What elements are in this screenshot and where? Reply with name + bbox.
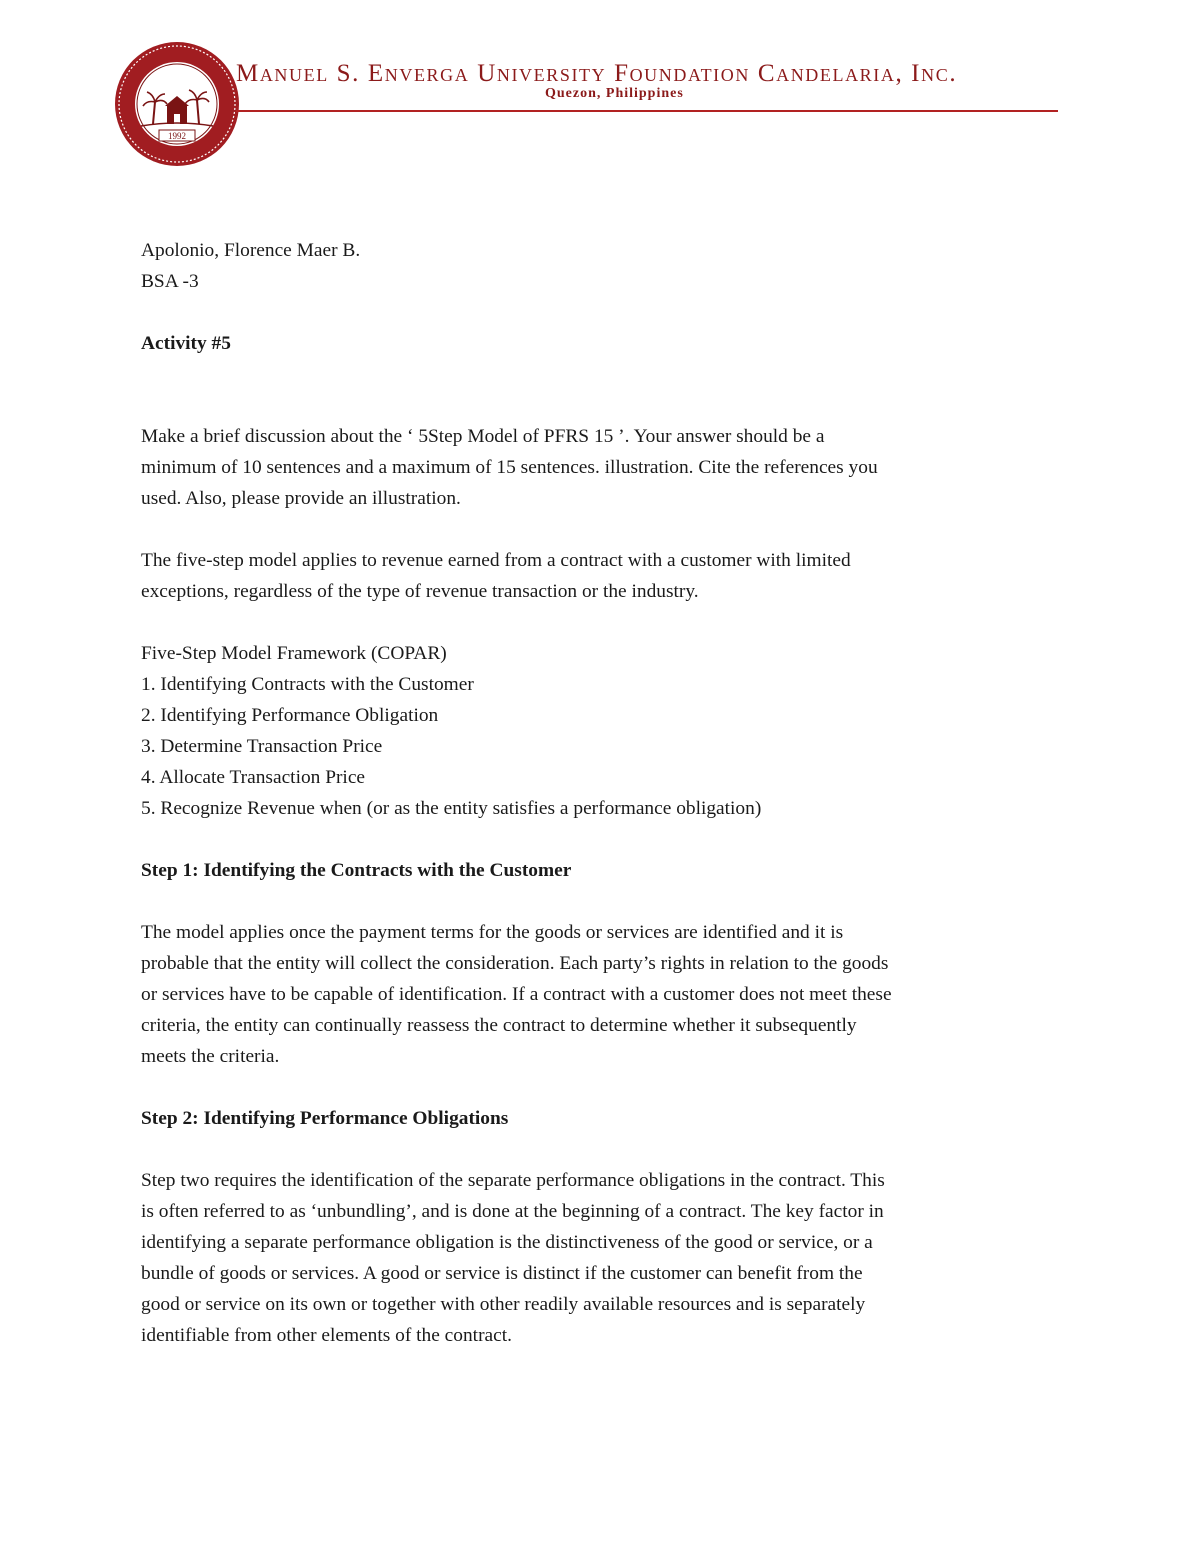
university-seal-logo — [113, 40, 241, 168]
step2-line: identifying a separate performance obligation is the distinctiveness of the good or service, or a — [141, 1232, 873, 1253]
letterhead-divider — [236, 110, 1058, 112]
student-section: BSA -3 — [141, 271, 199, 292]
seal-year: 1992 — [168, 131, 186, 141]
prompt-line: used. Also, please provide an illustration. — [141, 488, 461, 509]
prompt-line: minimum of 10 sentences and a maximum of 15 sentences. illustration. Cite the references you — [141, 457, 878, 478]
step2-line: bundle of goods or services. A good or service is distinct if the customer can benefit from the — [141, 1263, 863, 1284]
step1-line: meets the criteria. — [141, 1046, 280, 1067]
activity-title: Activity #5 — [141, 333, 231, 354]
step2-heading: Step 2: Identifying Performance Obligations — [141, 1108, 509, 1129]
step1-line: probable that the entity will collect the consideration. Each party’s rights in relation to the goods — [141, 953, 889, 974]
intro-line: exceptions, regardless of the type of revenue transaction or the industry. — [141, 581, 699, 602]
step1-line: or services have to be capable of identification. If a contract with a customer does not meet these — [141, 984, 892, 1005]
intro-line: The five-step model applies to revenue earned from a contract with a customer with limited — [141, 550, 851, 571]
step1-heading: Step 1: Identifying the Contracts with the Customer — [141, 860, 572, 881]
step1-line: The model applies once the payment terms for the goods or services are identified and it is — [141, 922, 844, 943]
document-body — [141, 235, 1071, 1351]
university-location: Quezon, Philippines — [545, 86, 684, 101]
step2-line: good or service on its own or together with other readily available resources and is separately — [141, 1294, 866, 1315]
step2-line: identifiable from other elements of the contract. — [141, 1325, 512, 1346]
university-name: Manuel S. Enverga University Foundation Candelaria, Inc. — [236, 60, 958, 87]
step1-line: criteria, the entity can continually reassess the contract to determine whether it subsequently — [141, 1015, 857, 1036]
framework-item: 2. Identifying Performance Obligation — [141, 705, 439, 726]
framework-item: 4. Allocate Transaction Price — [141, 767, 366, 788]
framework-item: 3. Determine Transaction Price — [141, 736, 383, 757]
framework-item: 5. Recognize Revenue when (or as the entity satisfies a performance obligation) — [141, 798, 762, 819]
step2-line: Step two requires the identification of the separate performance obligations in the contract. This — [141, 1170, 885, 1191]
framework-title: Five-Step Model Framework (COPAR) — [141, 643, 447, 664]
student-name: Apolonio, Florence Maer B. — [141, 240, 361, 261]
framework-item: 1. Identifying Contracts with the Customer — [141, 674, 474, 695]
step2-line: is often referred to as ‘unbundling’, and is done at the beginning of a contract. The key factor in — [141, 1201, 884, 1222]
letterhead — [0, 0, 1200, 160]
prompt-line: Make a brief discussion about the ‘ 5Step Model of PFRS 15 ’. Your answer should be a — [141, 426, 825, 447]
